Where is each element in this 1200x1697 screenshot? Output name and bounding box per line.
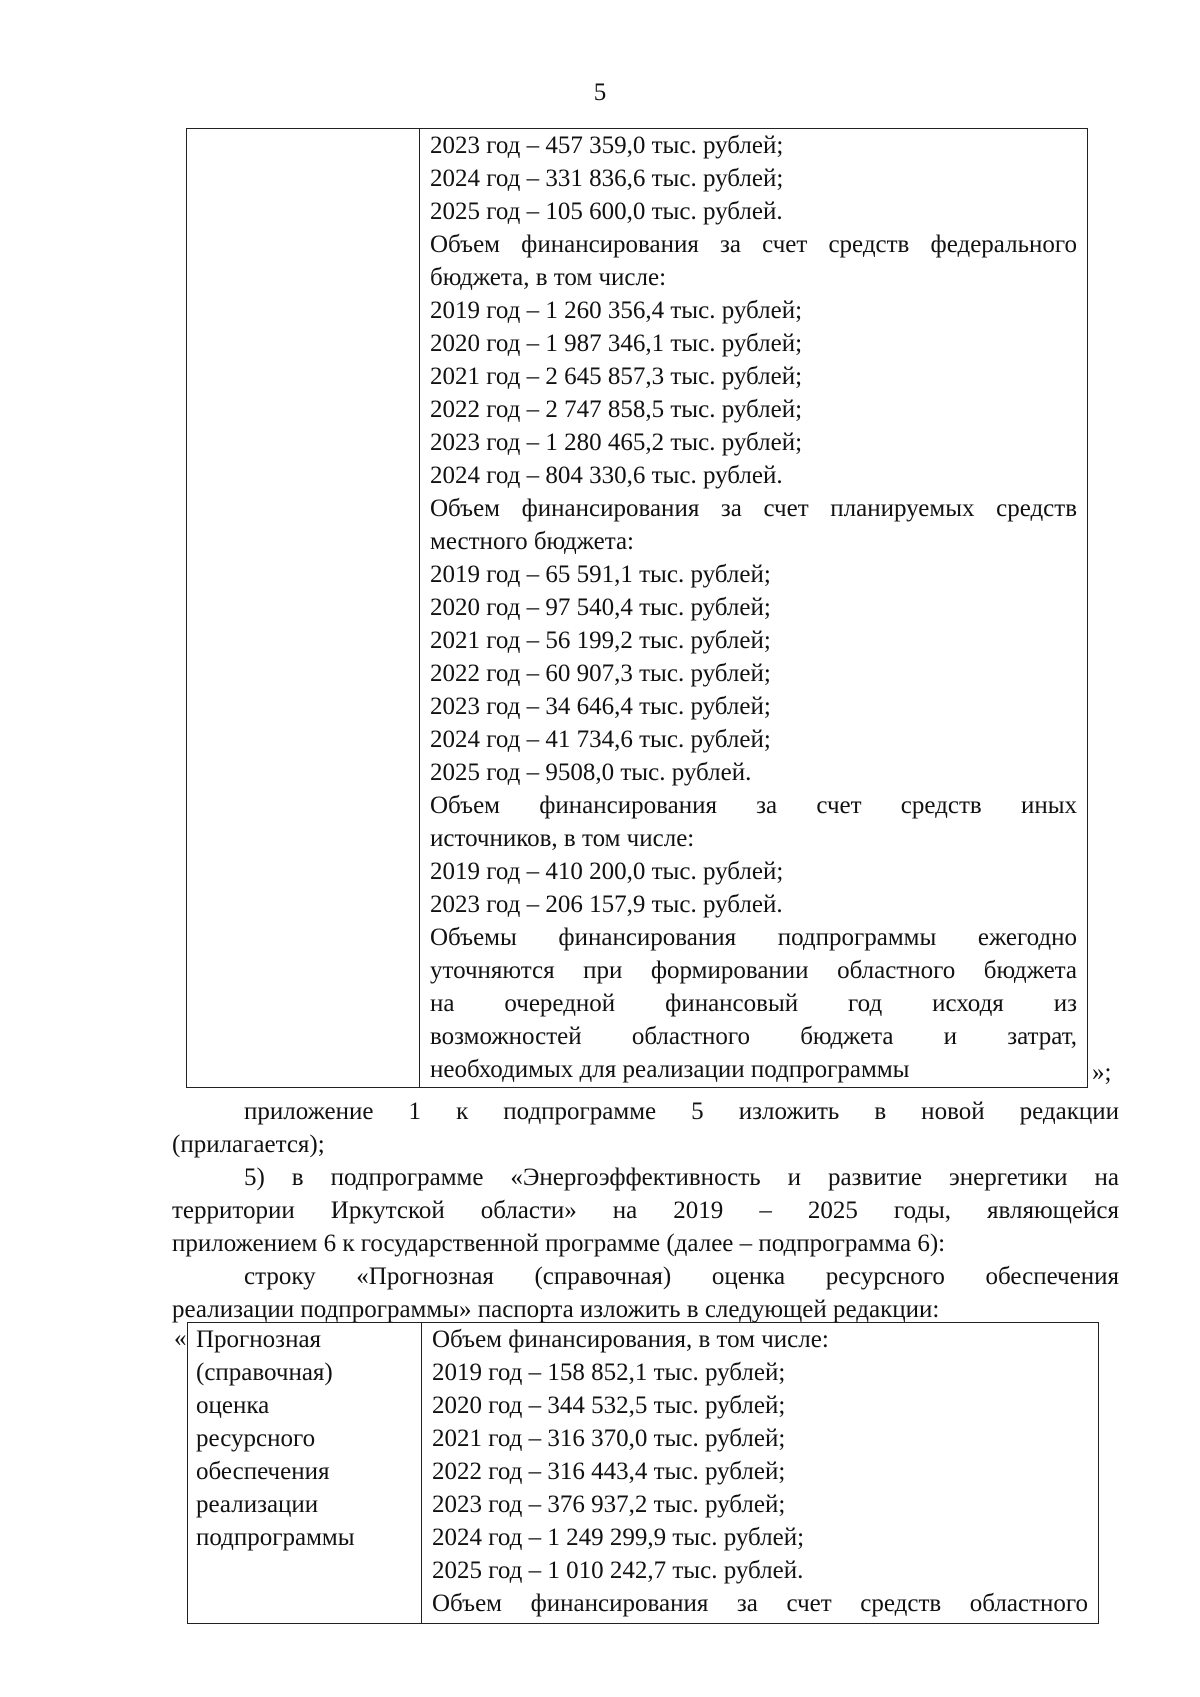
- funding-line: 2022 год – 316 443,4 тыс. рублей;: [432, 1458, 786, 1485]
- table-row-header-cell: [188, 1323, 422, 1623]
- funding-line: 2025 год – 9508,0 тыс. рублей.: [430, 759, 752, 786]
- funding-line: Объем финансирования за счет средств областного: [432, 1590, 1088, 1617]
- funding-line: 2023 год – 206 157,9 тыс. рублей.: [430, 891, 783, 918]
- row-header-line: Прогнозная: [196, 1326, 322, 1353]
- row-header-line: реализации: [196, 1491, 319, 1518]
- table-right-cell: [422, 1323, 1098, 1623]
- row-header-line: оценка: [196, 1392, 270, 1419]
- funding-line: 2024 год – 1 249 299,9 тыс. рублей;: [432, 1524, 805, 1551]
- funding-line: 2025 год – 105 600,0 тыс. рублей.: [430, 198, 783, 225]
- funding-line: 2024 год – 41 734,6 тыс. рублей;: [430, 726, 771, 753]
- funding-line: 2021 год – 56 199,2 тыс. рублей;: [430, 627, 771, 654]
- funding-line: Объем финансирования, в том числе:: [432, 1326, 829, 1353]
- funding-line: 2021 год – 316 370,0 тыс. рублей;: [432, 1425, 786, 1452]
- funding-line: 2020 год – 1 987 346,1 тыс. рублей;: [430, 330, 803, 357]
- paragraph-line: 5) в подпрограмме «Энергоэффективность и развитие энергетики на: [244, 1164, 1119, 1191]
- table-right-cell: [420, 129, 1087, 1087]
- page-number: 5: [593, 79, 607, 106]
- funding-table-continued: [186, 128, 1088, 1088]
- row-header-line: подпрограммы: [196, 1524, 355, 1551]
- funding-line: 2023 год – 34 646,4 тыс. рублей;: [430, 693, 771, 720]
- paragraph-line: (прилагается);: [172, 1131, 325, 1158]
- funding-line: 2021 год – 2 645 857,3 тыс. рублей;: [430, 363, 803, 390]
- funding-line: 2023 год – 1 280 465,2 тыс. рублей;: [430, 429, 803, 456]
- funding-line: 2024 год – 804 330,6 тыс. рублей.: [430, 462, 783, 489]
- funding-line: на очередной финансовый год исходя из: [430, 990, 1077, 1017]
- closing-quote: »;: [1092, 1059, 1112, 1086]
- funding-line: 2022 год – 60 907,3 тыс. рублей;: [430, 660, 771, 687]
- funding-line: 2022 год – 2 747 858,5 тыс. рублей;: [430, 396, 803, 423]
- paragraph-line: реализации подпрограммы» паспорта изложить в следующей редакции:: [172, 1296, 940, 1323]
- funding-line: Объем финансирования за счет средств иных: [430, 792, 1077, 819]
- resource-forecast-table: [187, 1322, 1099, 1624]
- paragraph-line: строку «Прогнозная (справочная) оценка ресурсного обеспечения: [244, 1263, 1119, 1290]
- funding-line: 2024 год – 331 836,6 тыс. рублей;: [430, 165, 784, 192]
- paragraph-line: приложением 6 к государственной программе (далее – подпрограмма 6):: [172, 1230, 946, 1257]
- funding-line: 2019 год – 65 591,1 тыс. рублей;: [430, 561, 771, 588]
- body-paragraphs: [172, 1095, 1119, 1326]
- row-header-line: ресурсного: [196, 1425, 316, 1452]
- funding-line: необходимых для реализации подпрограммы: [430, 1056, 910, 1083]
- funding-line: бюджета, в том числе:: [430, 264, 667, 291]
- funding-line: 2020 год – 97 540,4 тыс. рублей;: [430, 594, 771, 621]
- table-left-cell-empty: [187, 129, 420, 1087]
- funding-line: 2023 год – 376 937,2 тыс. рублей;: [432, 1491, 786, 1518]
- funding-line: местного бюджета:: [430, 528, 634, 555]
- funding-line: 2019 год – 410 200,0 тыс. рублей;: [430, 858, 784, 885]
- funding-line: 2025 год – 1 010 242,7 тыс. рублей.: [432, 1557, 804, 1584]
- funding-line: 2019 год – 1 260 356,4 тыс. рублей;: [430, 297, 803, 324]
- paragraph-line: приложение 1 к подпрограмме 5 изложить в новой редакции: [244, 1098, 1119, 1125]
- funding-line: уточняются при формировании областного бюджета: [430, 957, 1077, 984]
- funding-line: источников, в том числе:: [430, 825, 695, 852]
- funding-line: 2023 год – 457 359,0 тыс. рублей;: [430, 132, 784, 159]
- funding-line: Объем финансирования за счет средств федерального: [430, 231, 1077, 258]
- paragraph-line: территории Иркутской области» на 2019 – 2025 годы, являющейся: [172, 1197, 1119, 1224]
- opening-quote: «: [174, 1325, 187, 1352]
- funding-line: Объемы финансирования подпрограммы ежегодно: [430, 924, 1077, 951]
- funding-line: 2020 год – 344 532,5 тыс. рублей;: [432, 1392, 786, 1419]
- row-header-line: (справочная): [196, 1359, 333, 1386]
- funding-line: 2019 год – 158 852,1 тыс. рублей;: [432, 1359, 786, 1386]
- funding-line: Объем финансирования за счет планируемых средств: [430, 495, 1077, 522]
- row-header-line: обеспечения: [196, 1458, 330, 1485]
- funding-line: возможностей областного бюджета и затрат,: [430, 1023, 1077, 1050]
